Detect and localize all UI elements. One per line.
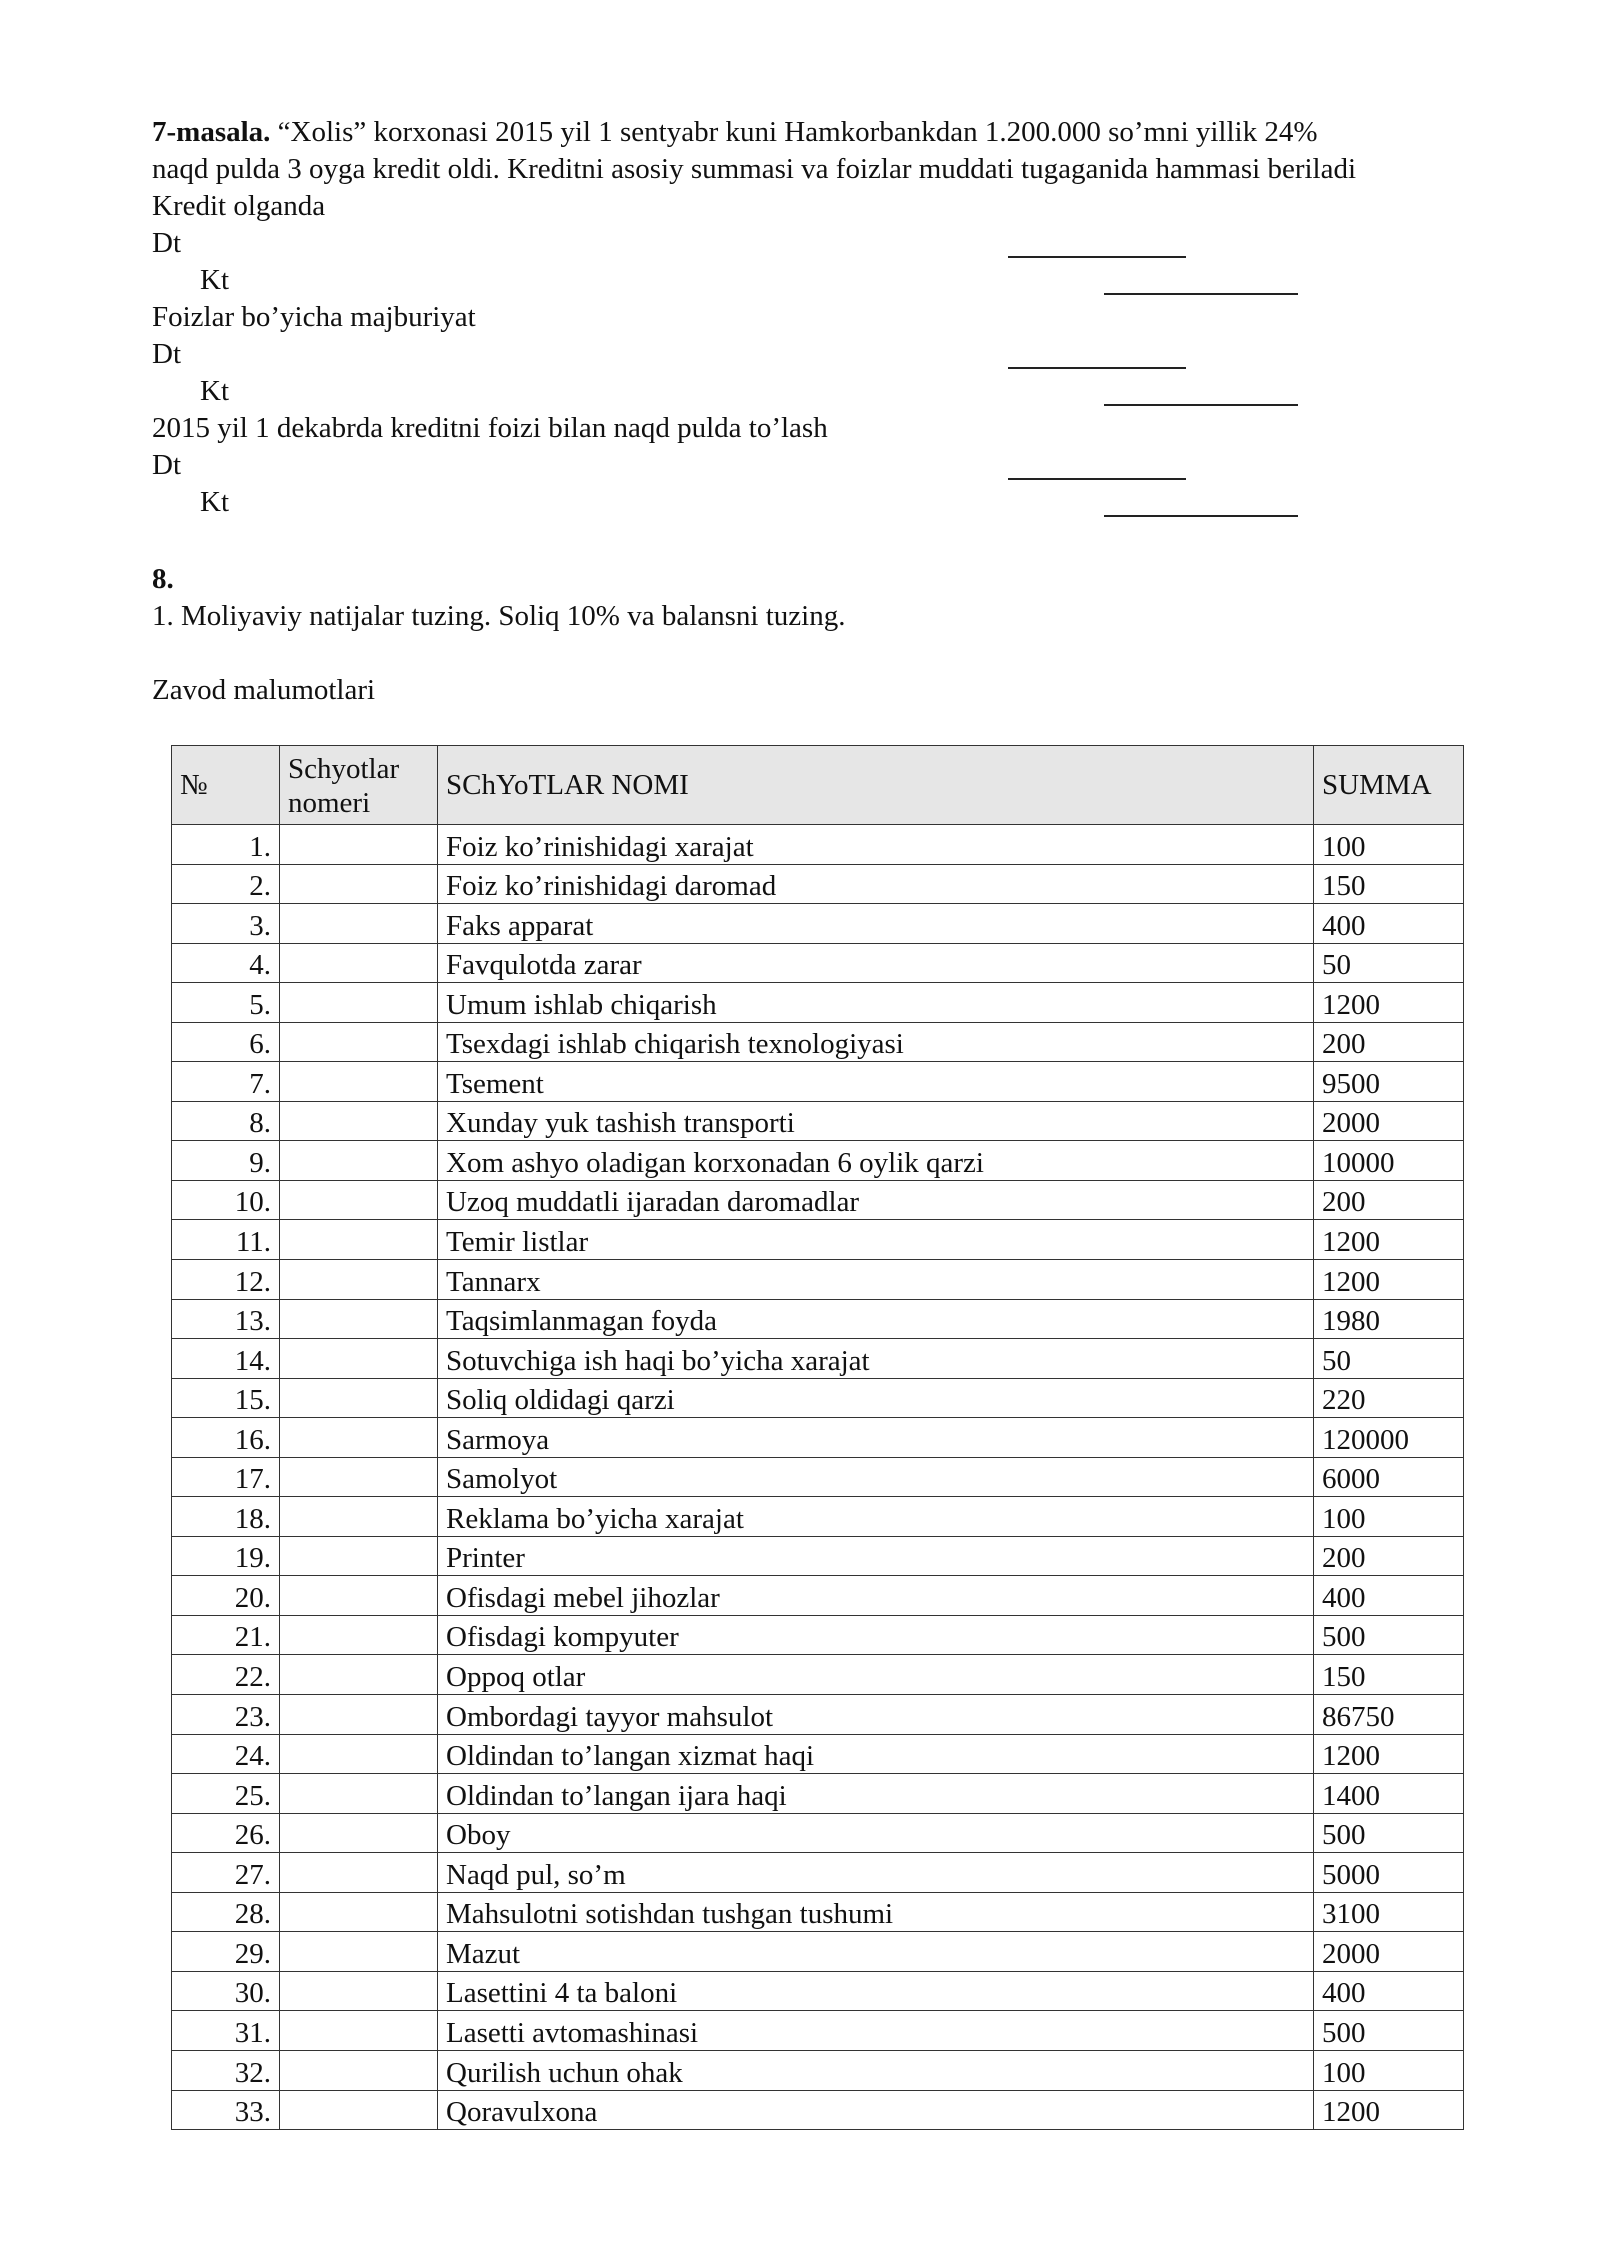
debit-blank [1008,256,1186,258]
row-amount: 100 [1314,825,1464,865]
task7-text-line1: “Xolis” korxonasi 2015 yil 1 sentyabr kuni Hamkorbankdan 1.200.000 so’mni yillik 24% [270,116,1318,148]
table-row [172,1141,1464,1181]
row-account-number [280,1457,438,1497]
table-row [172,1299,1464,1339]
row-account-name: Mahsulotni sotishdan tushgan tushumi [438,1892,1314,1932]
row-amount: 100 [1314,1497,1464,1537]
row-account-number [280,2050,438,2090]
row-amount: 1200 [1314,1734,1464,1774]
row-account-number [280,1141,438,1181]
row-account-number [280,2011,438,2051]
table-row [172,1418,1464,1458]
row-amount: 150 [1314,864,1464,904]
row-amount: 200 [1314,1022,1464,1062]
row-amount: 500 [1314,1615,1464,1655]
row-account-number [280,1378,438,1418]
row-account-number [280,1774,438,1814]
row-amount: 1980 [1314,1299,1464,1339]
table-row [172,983,1464,1023]
header-account-number: Schyotlar nomeri [280,746,438,825]
row-account-name: Oboy [438,1813,1314,1853]
row-account-name: Xunday yuk tashish transporti [438,1101,1314,1141]
row-account-number [280,1853,438,1893]
table-row [172,1971,1464,2011]
row-number: 13. [172,1299,280,1339]
row-amount: 220 [1314,1378,1464,1418]
row-number: 29. [172,1932,280,1972]
row-number: 28. [172,1892,280,1932]
table-row [172,2011,1464,2051]
row-amount: 2000 [1314,1101,1464,1141]
row-amount: 5000 [1314,1853,1464,1893]
row-amount: 1200 [1314,2090,1464,2130]
row-account-name: Tsement [438,1062,1314,1102]
row-number: 5. [172,983,280,1023]
row-number: 1. [172,825,280,865]
section-title-interest: Foizlar bo’yicha majburiyat [152,301,476,333]
row-number: 4. [172,943,280,983]
row-account-name: Printer [438,1536,1314,1576]
table-row [172,1497,1464,1537]
row-account-name: Naqd pul, so’m [438,1853,1314,1893]
section-title-credit: Kredit olganda [152,190,326,222]
table-row [172,1180,1464,1220]
table-row [172,864,1464,904]
header-amount: SUMMA [1314,746,1464,825]
row-account-name: Xom ashyo oladigan korxonadan 6 oylik qarzi [438,1141,1314,1181]
credit-label: Kt [200,375,229,407]
row-account-name: Lasetti avtomashinasi [438,2011,1314,2051]
row-account-number [280,1971,438,2011]
table-row [172,943,1464,983]
debit-blank [1008,367,1186,369]
debit-blank [1008,478,1186,480]
row-amount: 1200 [1314,1260,1464,1300]
row-number: 31. [172,2011,280,2051]
row-account-name: Umum ishlab chiqarish [438,983,1314,1023]
debit-label: Dt [152,227,181,259]
row-account-number [280,1220,438,1260]
row-account-number [280,1734,438,1774]
table-row [172,1339,1464,1379]
row-amount: 400 [1314,1971,1464,2011]
row-account-name: Oldindan to’langan xizmat haqi [438,1734,1314,1774]
accounts-table [171,745,1464,2130]
row-account-number [280,1813,438,1853]
row-number: 3. [172,904,280,944]
row-account-number [280,1062,438,1102]
row-number: 33. [172,2090,280,2130]
row-number: 14. [172,1339,280,1379]
row-number: 22. [172,1655,280,1695]
row-amount: 500 [1314,2011,1464,2051]
credit-label: Kt [200,486,229,518]
table-caption: Zavod malumotlari [152,674,376,706]
row-account-name: Uzoq muddatli ijaradan daromadlar [438,1180,1314,1220]
row-amount: 400 [1314,904,1464,944]
row-amount: 400 [1314,1576,1464,1616]
row-amount: 9500 [1314,1062,1464,1102]
task8-heading: 8. [152,563,174,595]
table-row [172,1576,1464,1616]
row-number: 9. [172,1141,280,1181]
credit-blank [1104,404,1298,406]
row-number: 32. [172,2050,280,2090]
row-amount: 3100 [1314,1892,1464,1932]
table-row [172,1378,1464,1418]
row-account-name: Tannarx [438,1260,1314,1300]
row-account-number [280,864,438,904]
row-account-name: Mazut [438,1932,1314,1972]
row-amount: 100 [1314,2050,1464,2090]
row-account-name: Sarmoya [438,1418,1314,1458]
row-account-number [280,1101,438,1141]
row-account-number [280,1260,438,1300]
row-number: 16. [172,1418,280,1458]
row-number: 2. [172,864,280,904]
row-amount: 1200 [1314,983,1464,1023]
row-amount: 150 [1314,1655,1464,1695]
row-number: 18. [172,1497,280,1537]
row-account-name: Sotuvchiga ish haqi bo’yicha xarajat [438,1339,1314,1379]
row-account-number [280,983,438,1023]
debit-label: Dt [152,449,181,481]
row-number: 26. [172,1813,280,1853]
task7-text-line2: naqd pulda 3 oyga kredit oldi. Kreditni asosiy summasi va foizlar muddati tugaganida hammasi beriladi [152,153,1357,185]
section-title-repayment: 2015 yil 1 dekabrda kreditni foizi bilan naqd pulda to’lash [152,412,828,444]
row-account-number [280,943,438,983]
table-row [172,825,1464,865]
row-number: 11. [172,1220,280,1260]
table-row [172,2090,1464,2130]
row-number: 17. [172,1457,280,1497]
row-number: 10. [172,1180,280,1220]
row-number: 8. [172,1101,280,1141]
table-row [172,1655,1464,1695]
row-amount: 50 [1314,1339,1464,1379]
row-account-number [280,1339,438,1379]
row-number: 27. [172,1853,280,1893]
row-amount: 200 [1314,1180,1464,1220]
row-amount: 6000 [1314,1457,1464,1497]
row-account-name: Temir listlar [438,1220,1314,1260]
row-account-name: Soliq oldidagi qarzi [438,1378,1314,1418]
table-body [172,825,1464,2130]
row-amount: 2000 [1314,1932,1464,1972]
table-row [172,1062,1464,1102]
debit-label: Dt [152,338,181,370]
header-account-name: SChYoTLAR NOMI [438,746,1314,825]
row-account-name: Qurilish uchun ohak [438,2050,1314,2090]
row-amount: 500 [1314,1813,1464,1853]
row-account-number [280,1695,438,1735]
table-row [172,1536,1464,1576]
table-row [172,1695,1464,1735]
table-row [172,1813,1464,1853]
row-account-number [280,1418,438,1458]
row-account-name: Favqulotda zarar [438,943,1314,983]
row-account-number [280,2090,438,2130]
row-account-number [280,1932,438,1972]
row-number: 21. [172,1615,280,1655]
row-account-number [280,1655,438,1695]
task8-instruction: 1. Moliyaviy natijalar tuzing. Soliq 10% va balansni tuzing. [152,600,846,632]
row-number: 25. [172,1774,280,1814]
row-account-number [280,1536,438,1576]
row-account-number [280,825,438,865]
row-account-number [280,1180,438,1220]
credit-blank [1104,293,1298,295]
table-row [172,1260,1464,1300]
row-number: 30. [172,1971,280,2011]
table-row [172,1853,1464,1893]
task7-heading: 7-masala. [152,116,271,148]
row-account-number [280,904,438,944]
table-row [172,1220,1464,1260]
row-number: 19. [172,1536,280,1576]
row-account-name: Foiz ko’rinishidagi daromad [438,864,1314,904]
row-account-name: Ofisdagi kompyuter [438,1615,1314,1655]
row-number: 15. [172,1378,280,1418]
row-number: 7. [172,1062,280,1102]
row-amount: 50 [1314,943,1464,983]
row-account-number [280,1615,438,1655]
row-account-name: Oppoq otlar [438,1655,1314,1695]
row-amount: 120000 [1314,1418,1464,1458]
row-amount: 10000 [1314,1141,1464,1181]
row-number: 24. [172,1734,280,1774]
task7-paragraph-line1 [152,114,1318,151]
table-row [172,1457,1464,1497]
row-amount: 200 [1314,1536,1464,1576]
row-account-name: Lasettini 4 ta baloni [438,1971,1314,2011]
header-number: № [172,746,280,825]
table-row [172,1022,1464,1062]
row-account-name: Foiz ko’rinishidagi xarajat [438,825,1314,865]
row-number: 23. [172,1695,280,1735]
table-row [172,2050,1464,2090]
table-header-row [172,746,1464,825]
row-account-number [280,1892,438,1932]
row-account-name: Tsexdagi ishlab chiqarish texnologiyasi [438,1022,1314,1062]
row-number: 6. [172,1022,280,1062]
row-account-name: Reklama bo’yicha xarajat [438,1497,1314,1537]
row-account-name: Ofisdagi mebel jihozlar [438,1576,1314,1616]
row-amount: 1200 [1314,1220,1464,1260]
table-row [172,1615,1464,1655]
table-row [172,1932,1464,1972]
row-account-name: Faks apparat [438,904,1314,944]
row-account-name: Taqsimlanmagan foyda [438,1299,1314,1339]
row-account-number [280,1576,438,1616]
table-row [172,1774,1464,1814]
row-number: 12. [172,1260,280,1300]
credit-blank [1104,515,1298,517]
row-number: 20. [172,1576,280,1616]
table-row [172,1734,1464,1774]
table-row [172,1892,1464,1932]
table-row [172,1101,1464,1141]
row-account-number [280,1299,438,1339]
row-account-name: Oldindan to’langan ijara haqi [438,1774,1314,1814]
row-account-name: Qoravulxona [438,2090,1314,2130]
row-amount: 1400 [1314,1774,1464,1814]
row-account-number [280,1022,438,1062]
row-account-number [280,1497,438,1537]
row-amount: 86750 [1314,1695,1464,1735]
table-row [172,904,1464,944]
row-account-name: Ombordagi tayyor mahsulot [438,1695,1314,1735]
row-account-name: Samolyot [438,1457,1314,1497]
credit-label: Kt [200,264,229,296]
